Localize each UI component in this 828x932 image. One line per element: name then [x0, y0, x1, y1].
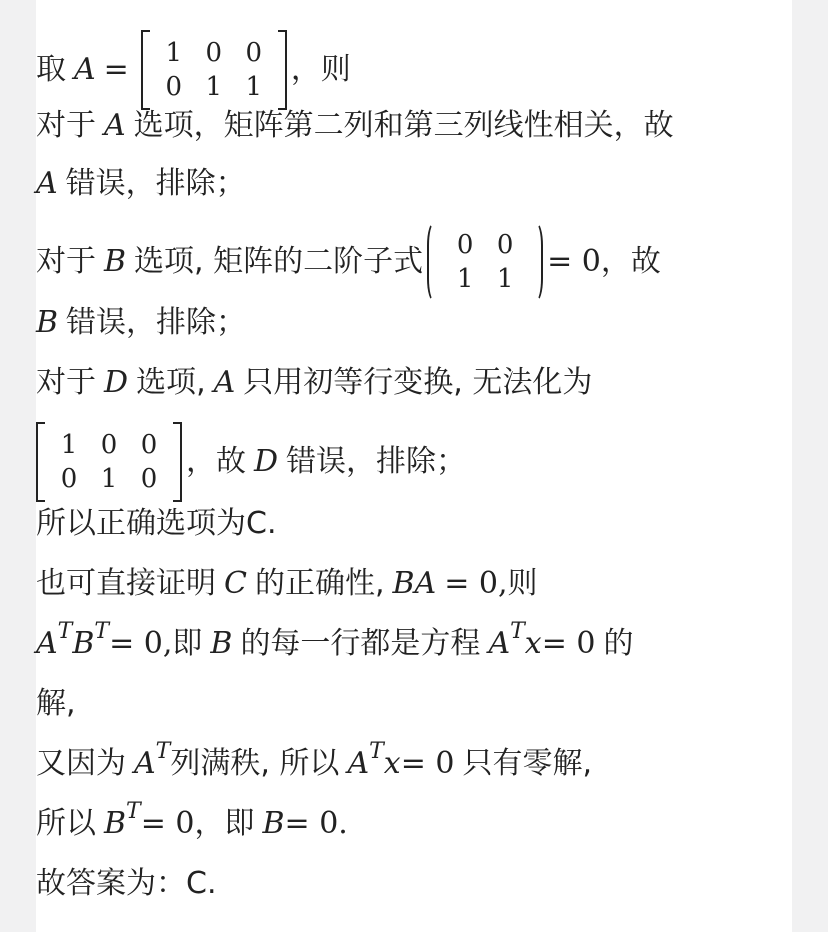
superscript: T [155, 739, 171, 764]
matrix-cell: 0 [205, 38, 223, 68]
math-var: x [524, 626, 542, 661]
math-var: A [134, 746, 156, 781]
text: 所以正确选项为C. [36, 506, 277, 541]
math-var: B [262, 806, 285, 841]
text: 错误，排除； [65, 166, 246, 201]
math-var: B [72, 626, 95, 661]
text: 选项 [134, 244, 195, 279]
text: 对于 [36, 365, 96, 400]
text: ，则 [290, 52, 351, 87]
math-var: D [254, 444, 279, 479]
text: 的每一行都是方程 [240, 626, 481, 661]
matrix-cell: 1 [60, 430, 78, 460]
text: , 无法化为 [453, 365, 593, 400]
text: ，故 [600, 244, 661, 279]
line-1 [36, 30, 351, 110]
line-13 [36, 799, 348, 844]
text: 选项，矩阵第二列和第三列线性相关，故 [133, 108, 674, 143]
math-var: B [104, 806, 127, 841]
equals: = [103, 52, 129, 87]
equals-zero: = 0 [400, 746, 455, 781]
matrix-cell: 0 [456, 230, 474, 260]
math-var: x [383, 746, 401, 781]
math-var: A [36, 166, 58, 201]
equals-zero: = 0, [109, 626, 173, 661]
text: 错误，排除； [286, 444, 467, 479]
math-var: A [104, 108, 126, 143]
text: 取 [36, 52, 66, 87]
math-var: A [488, 626, 511, 661]
superscript: T [369, 739, 384, 764]
equals-zero: = 0 [547, 244, 601, 279]
text: 只用初等行变换 [243, 365, 454, 400]
superscript: T [57, 619, 73, 644]
equals-zero: = 0 [140, 806, 195, 841]
text: 错误，排除； [66, 305, 247, 340]
math-var: B [210, 626, 233, 661]
line-3 [36, 164, 246, 204]
text: 解, [36, 686, 76, 721]
matrix-3 [36, 422, 182, 502]
line-6 [36, 363, 592, 403]
text: 所以 [36, 806, 96, 841]
matrix-2 [427, 222, 543, 302]
matrix-cell: 0 [245, 38, 263, 68]
line-14 [36, 864, 216, 904]
superscript: T [94, 619, 110, 644]
text: 对于 [36, 244, 96, 279]
math-var: D [104, 365, 129, 400]
matrix-cell: 1 [205, 72, 223, 102]
matrix-cell: 1 [456, 264, 474, 294]
matrix-cell: 1 [496, 264, 514, 294]
text: , [374, 566, 385, 601]
matrix-cell: 0 [165, 72, 183, 102]
text: , [196, 365, 206, 400]
superscript: T [126, 799, 141, 824]
superscript: T [510, 619, 525, 644]
text: 的正确性 [254, 566, 375, 601]
text: , 所以 [260, 746, 340, 781]
text: 则 [507, 566, 538, 601]
math-var: A [74, 52, 96, 87]
text: 列满秩 [170, 746, 261, 781]
math-var: B [36, 305, 59, 340]
line-10 [36, 619, 634, 664]
math-var: B [104, 244, 127, 279]
line-12 [36, 739, 593, 784]
text: , 矩阵的二阶子式 [194, 244, 424, 279]
math-var: BA [392, 566, 437, 601]
line-4 [36, 222, 661, 302]
matrix-cell: 0 [496, 230, 514, 260]
text: ，故 [186, 444, 246, 479]
math-var: A [36, 626, 58, 661]
matrix-cell: 1 [100, 464, 118, 494]
matrix-1 [141, 30, 287, 110]
text: 对于 [36, 108, 96, 143]
line-8 [36, 504, 276, 544]
text: 只有零解, [462, 746, 593, 781]
math-var: A [213, 365, 236, 400]
text: 的 [603, 626, 634, 661]
line-2 [36, 106, 674, 146]
matrix-cell: 1 [245, 72, 263, 102]
line-9 [36, 564, 538, 604]
matrix-cell: 0 [100, 430, 118, 460]
line-11 [36, 684, 76, 724]
matrix-cell: 0 [140, 430, 158, 460]
line-7 [36, 422, 466, 502]
equals-zero: = 0. [284, 806, 348, 841]
matrix-cell: 1 [165, 38, 183, 68]
equals-zero: = 0, [444, 566, 508, 601]
math-var: C [224, 566, 247, 601]
line-5 [36, 303, 246, 343]
math-var: A [347, 746, 370, 781]
text: 选项 [136, 365, 197, 400]
text: 也可直接证明 [36, 566, 216, 601]
equals-zero: = 0 [541, 626, 596, 661]
text: ，即 [194, 806, 255, 841]
text: 即 [172, 626, 203, 661]
matrix-cell: 0 [60, 464, 78, 494]
matrix-cell: 0 [140, 464, 158, 494]
text: 故答案为：C. [36, 866, 217, 901]
text: 又因为 [36, 746, 126, 781]
